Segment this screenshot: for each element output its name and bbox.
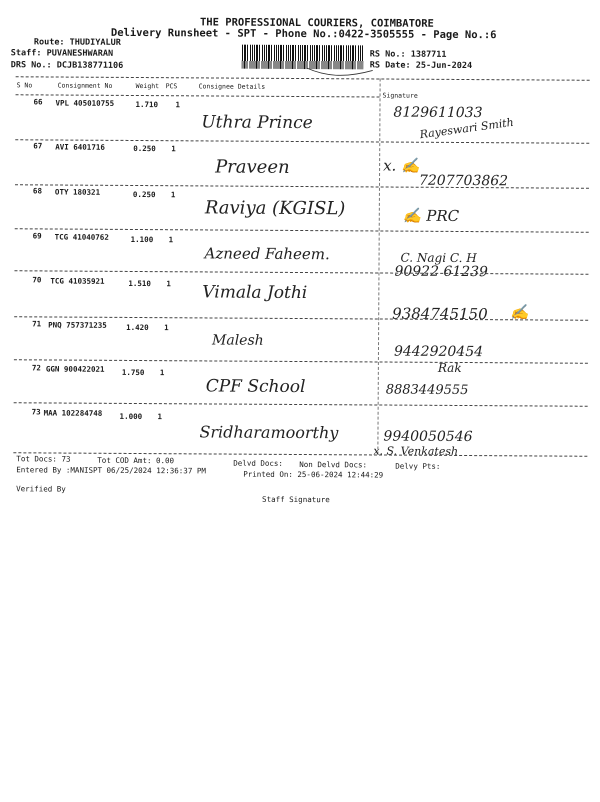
col-header-consignee: Consignee Details: [198, 82, 266, 91]
row-consignment: OTY 180321: [54, 187, 101, 197]
row-pcs: 1: [171, 144, 176, 154]
row-weight: 1.510: [128, 278, 151, 289]
row-pcs: 1: [168, 235, 174, 245]
row-consignment: TCG 41040762: [54, 232, 109, 242]
row-consignee-handwriting: Azneed Faheem.: [204, 244, 330, 264]
company-name: THE PROFESSIONAL COURIERS, COIMBATORE: [199, 16, 434, 30]
col-header-signature: Signature: [382, 91, 418, 100]
total-docs: Tot Docs: 73: [16, 454, 71, 464]
row-sno: 70: [32, 275, 42, 285]
rs-number: RS No.: 1387711: [369, 49, 447, 60]
drs-number: DRS No.: DCJB138771106: [10, 60, 124, 71]
row-separator: [14, 402, 588, 407]
row-signature-scribble: x. ✍: [383, 156, 420, 175]
signature-column-divider: [377, 78, 380, 454]
row-signature-name: x. S. Venkatesh: [373, 444, 459, 458]
row-weight: 1.750: [121, 367, 145, 378]
row-signature-scribble: ✍: [510, 303, 529, 322]
row-pcs: 1: [170, 190, 176, 200]
rs-date: RS Date: 25-Jun-2024: [369, 60, 473, 72]
row-consignment: AVI 6401716: [55, 142, 105, 152]
row-separator: [14, 270, 588, 275]
table-top-rule: [16, 76, 590, 81]
row-pcs: 1: [164, 323, 169, 333]
total-cod-amount: Tot COD Amt: 0.00: [97, 455, 175, 466]
row-signature-phone: 7207703862: [418, 172, 509, 190]
row-signature-phone: 9384745150: [392, 304, 488, 324]
row-consignment: PNQ 757371235: [48, 320, 107, 330]
row-consignee-handwriting: Sridharamoorthy: [199, 422, 339, 443]
row-signature-phone: 90922 61239: [394, 263, 489, 281]
row-sno: 68: [32, 186, 43, 196]
delivery-points: Delvy Pts:: [395, 461, 441, 471]
delivered-docs: Delvd Docs:: [233, 458, 283, 468]
col-header-consignment: Consignment No: [57, 81, 113, 90]
route-label: Route: THUDIYALUR: [33, 37, 121, 48]
non-delivered-docs: Non Delvd Docs:: [299, 460, 368, 470]
row-signature-scribble: ✍ PRC: [402, 206, 460, 225]
row-weight: 1.100: [130, 234, 154, 245]
row-sno: 72: [31, 363, 41, 373]
row-sno: 71: [32, 319, 42, 329]
row-consignment: TCG 41035921: [50, 276, 105, 286]
row-signature-name: Rayeswari Smith: [418, 115, 515, 142]
row-signature-phone: 8883449555: [385, 382, 469, 399]
printed-on: Printed On: 25-06-2024 12:44:29: [243, 469, 384, 480]
row-consignee-handwriting: Uthra Prince: [201, 112, 313, 134]
row-consignee-handwriting: Praveen: [215, 156, 290, 178]
row-sno: 69: [32, 231, 42, 241]
row-consignment: GGN 900422021: [45, 364, 105, 374]
row-weight: 0.250: [133, 143, 156, 154]
row-pcs: 1: [159, 368, 165, 378]
verified-by: Verified By: [16, 484, 66, 494]
row-sno: 67: [33, 141, 43, 151]
row-consignee-handwriting: Raviya (KGISL): [204, 197, 346, 220]
staff-signature: Staff Signature: [262, 494, 330, 505]
row-consignee-handwriting: Malesh: [211, 332, 264, 349]
row-pcs: 1: [157, 412, 163, 422]
row-sno: 73: [31, 407, 41, 417]
row-signature-phone: 9442920454: [393, 343, 484, 361]
row-weight: 1.000: [119, 411, 143, 422]
col-header-pcs: PCS: [165, 82, 178, 91]
row-sno: 66: [33, 97, 43, 107]
row-signature-phone: 8129611033: [393, 104, 483, 122]
row-separator: [14, 359, 588, 364]
row-consignee-handwriting: CPF School: [205, 376, 306, 398]
row-weight: 0.250: [132, 189, 156, 200]
staff-label: Staff: PUVANESHWARAN: [10, 48, 114, 59]
row-pcs: 1: [175, 100, 181, 110]
entered-by: Entered By :MANISPT 06/25/2024 12:36:37 PM: [16, 465, 206, 476]
row-signature-name: C. Nagi C. H: [400, 250, 477, 266]
row-pcs: 1: [166, 279, 171, 289]
row-consignee-handwriting: Vimala Jothi: [202, 282, 308, 304]
col-header-weight: Weight: [135, 81, 160, 91]
runsheet-title: Delivery Runsheet - SPT - Phone No.:0422-3505555 - Page No.:6: [110, 26, 497, 42]
row-signature-phone: 9940050546: [383, 428, 473, 446]
col-header-sno: S No: [16, 81, 33, 90]
row-signature-name: Rak: [437, 360, 462, 375]
row-weight: 1.420: [126, 322, 149, 333]
row-consignment: VPL 405010755: [55, 98, 115, 108]
row-weight: 1.710: [135, 99, 159, 110]
header-bottom-rule: [16, 94, 380, 97]
row-consignment: MAA 102284748: [43, 408, 103, 418]
